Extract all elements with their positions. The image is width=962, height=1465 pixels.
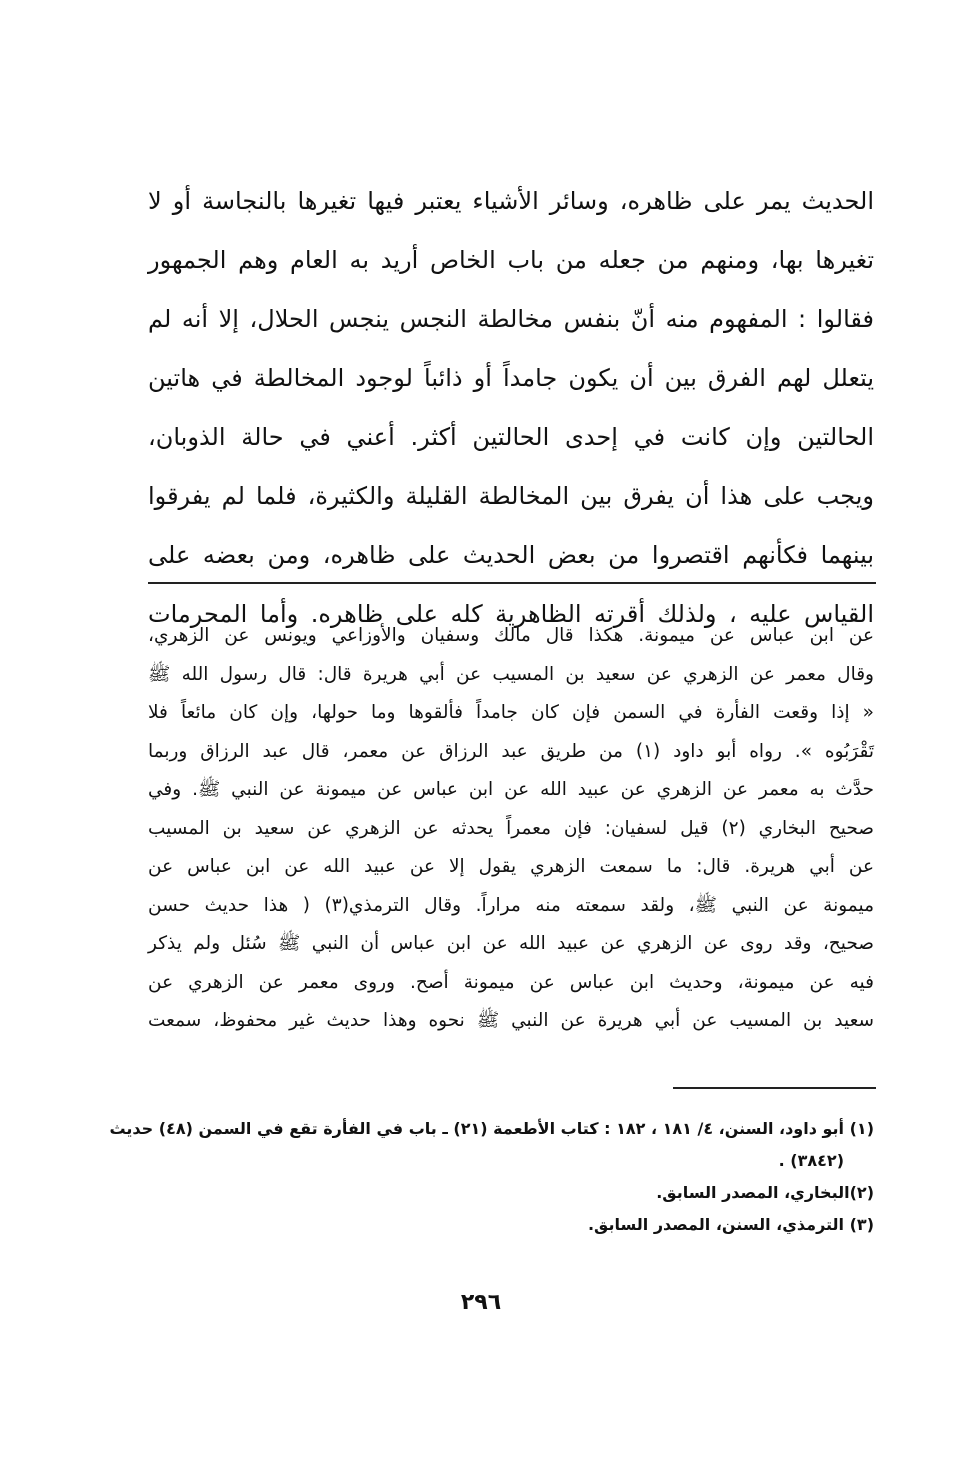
page-number: ٢٩٦ — [460, 1290, 502, 1315]
commentary-line: ميمونة عن النبي ﷺ، ولقد سمعته منه مراراً. وقال الترمذي(٣) ( هذا حديث حسن — [148, 894, 874, 916]
footnote-1-continuation: (٣٨٤٢) . — [778, 1151, 844, 1170]
commentary-text-block — [148, 617, 874, 1041]
main-text-line: تغيرها بها، ومنهم من جعله من باب الخاص أريد به العام وهم الجمهور — [148, 246, 874, 274]
commentary-line: صحيح، وقد روى عن الزهري عن عبيد الله عن ابن عباس أن النبي ﷺ سُئل ولم يذكر — [148, 933, 874, 954]
commentary-line: فيه عن ميمونة، وحديث ابن عباس عن ميمونة أصح. وروى معمر عن الزهري عن — [148, 971, 874, 993]
main-text-line: الحديث يمر على ظاهره، وسائر الأشياء يعتبر فيها تغيرها بالنجاسة أو لا — [148, 187, 874, 215]
footnote-1: (١) أبو داود، السنن، ٤/ ١٨١ ، ١٨٢ : كتاب الأطعمة (٢١) ـ باب في الفأرة تقع في السمن (٤٨) حديث — [109, 1119, 874, 1138]
commentary-line: صحيح البخاري (٢) قيل لسفيان: فإن معمراً يحدثه عن الزهري عن سعيد بن المسيب — [148, 817, 874, 839]
main-text-block — [148, 172, 874, 644]
main-divider-rule — [148, 582, 876, 584]
footnotes-block — [109, 1113, 874, 1241]
main-text-line: بينهما فكأنهم اقتصروا من بعض الحديث على ظاهره، ومن بعضه على — [148, 541, 874, 569]
footnote-2: (٢)البخاري، المصدر السابق. — [656, 1183, 874, 1202]
commentary-line: تَقْرَبُوه ». رواه أبو داود (١) من طريق عبد الرزاق عن معمر، قال عبد الرزاق وربما — [148, 740, 874, 762]
commentary-line: عن ابن عباس عن ميمونة. هكذا قال مالك وسفيان والأوزاعي ويونس عن الزهري، — [148, 625, 874, 646]
main-text-line: القياس عليه ، ولذلك أقرته الظاهرية كله على ظاهره. وأما المحرمات — [148, 600, 874, 628]
commentary-line: عن أبي هريرة. قال: ما سمعت الزهري يقول إلا عن عبيد الله عن ابن عباس عن — [148, 856, 874, 877]
footnote-3: (٣) الترمذي، السنن، المصدر السابق. — [587, 1215, 874, 1234]
commentary-line: حدَّث به معمر عن الزهري عن عبيد الله عن ابن عباس عن ميمونة عن النبي ﷺ. وفي — [148, 779, 874, 800]
main-text-line: الحالتين وإن كانت في إحدى الحالتين أكثر. أعني في حالة الذوبان، — [148, 423, 874, 451]
footnote-divider-rule — [673, 1087, 876, 1089]
main-text-line: يتعلل لهم الفرق بين أن يكون جامداً أو ذائباً لوجود المخالطة في هاتين — [148, 364, 874, 392]
commentary-line: وقال معمر عن الزهري عن سعيد بن المسيب عن أبي هريرة قال: قال رسول الله ﷺ — [148, 663, 874, 685]
commentary-line: « إذا وقعت الفأرة في السمن فإن كان جامداً فألقوها وما حولها، وإن كان مائعاً فلا — [148, 702, 874, 723]
main-text-line: ويجب على هذا أن يفرق بين المخالطة القليلة والكثيرة، فلما لم يفرقوا — [148, 482, 874, 510]
main-text-line: فقالوا : المفهوم منه أنّ بنفس مخالطة النجس ينجس الحلال، إلا أنه لم — [148, 305, 874, 333]
commentary-line: سعيد بن المسيب عن أبي هريرة عن النبي ﷺ نحوه وهذا حديث غير محفوظ، سمعت — [148, 1010, 874, 1031]
